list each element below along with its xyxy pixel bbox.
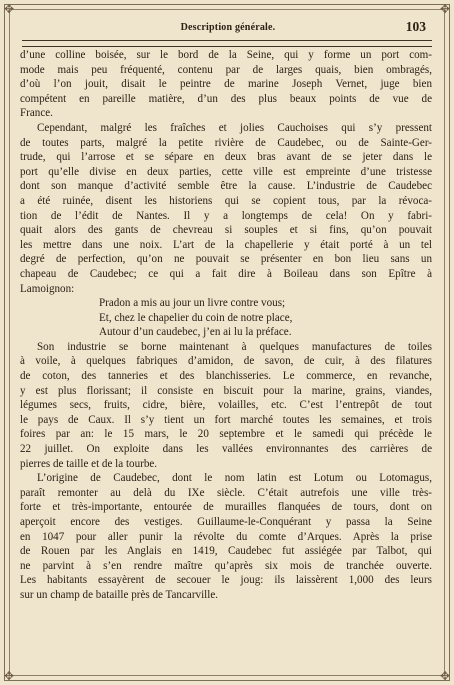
text-line: tion de l’édit de Nantes. Il y a longtemps de cela! On y fabri- bbox=[20, 209, 432, 222]
text-line: port qu’elle divise en deux parties, cette ville est empreinte d’une tristesse bbox=[20, 165, 432, 178]
text-line: Lamoignon: bbox=[20, 282, 75, 295]
text-line: en 1047 pour aller punir la révolte du comte d’Arques. Après la prise bbox=[20, 530, 432, 543]
text-line: le pays de Caux. Il s’y tient un fort marché toutes les semaines, et trois bbox=[20, 413, 432, 426]
text-line: degré de perfection, qu’on ne pouvait se présenter en bon lieu sans un bbox=[20, 253, 432, 266]
text-line: L’origine de Caudebec, dont le nom latin est Lotum ou Lotomagus, bbox=[37, 472, 432, 485]
text-line: a été ruinée, disent les historiens qui se copient tous, par la révoca- bbox=[20, 194, 432, 207]
page-number: 103 bbox=[405, 19, 426, 34]
text-line: de Rouen par les Anglais en 1419, Caudebec fut assiégée par Talbot, qui bbox=[20, 545, 432, 558]
text-line: d’où l’on jouit, disait le peintre de marine Joseph Vernet, juge bien bbox=[20, 78, 432, 91]
text-line: pierres de taille et de la tourbe. bbox=[20, 457, 158, 470]
verse-line: Autour d’un caudebec, j’en ai lu la préface. bbox=[99, 326, 292, 339]
corner-ornament-icon: ✥ bbox=[3, 669, 15, 683]
corner-ornament-icon: ✥ bbox=[3, 2, 15, 16]
corner-ornament-icon: ✥ bbox=[439, 2, 451, 16]
text-line: quait alors des gants de chevreau si souples et si fins, qu’on pouvait bbox=[20, 224, 432, 237]
text-line: de toutes parts, malgré la petite rivière de Caudebec, ou de Sainte-Ger- bbox=[20, 136, 432, 149]
text-line: trude, qui l’arrose et se sépare en deux bras avant de se jeter dans le bbox=[20, 151, 432, 164]
text-line: aperçoit encore des vestiges. Guillaume-le-Conquérant y passa la Seine bbox=[20, 516, 432, 528]
text-line: Les habitants essayèrent de secouer le joug: ils laissèrent 1,000 des leurs bbox=[20, 574, 432, 587]
body-text bbox=[20, 48, 432, 603]
corner-ornament-icon: ✥ bbox=[439, 669, 451, 683]
text-line: foires par an: le 15 mars, le 20 septembre et le samedi qui précède le bbox=[20, 428, 432, 441]
text-line: dont son manque d’activité semble être la cause. L’industrie de Caudebec bbox=[20, 180, 432, 193]
text-line: France. bbox=[20, 107, 53, 120]
text-line: paraît remonter au delà du IXe siècle. C’était autrefois une ville très- bbox=[20, 486, 432, 499]
text-line: Cependant, malgré les fraîches et jolies Cauchoises qui s’y pressent bbox=[37, 121, 432, 134]
text-line: sur un champ de bataille près de Tancarville. bbox=[20, 588, 219, 601]
text-line: 22 juillet. On exploite dans les vallées environnantes des carrières de bbox=[20, 443, 432, 456]
header-rule bbox=[22, 40, 432, 47]
text-line: forte et très-importante, entourée de murailles flanquées de tours, dont on bbox=[20, 501, 432, 514]
text-line: ne parvint à s’en rendre maître qu’après six mois de tranchée ouverte. bbox=[20, 559, 432, 572]
text-line: Son industrie se borne maintenant à quelques manufactures de toiles bbox=[37, 340, 432, 353]
verse-line: Et, chez le chapelier du coin de notre place, bbox=[99, 311, 293, 324]
page-header bbox=[28, 19, 428, 39]
text-line: compétent en pareille matière, d’un des plus beaux points de vue de bbox=[20, 92, 432, 105]
text-line: y est plus florissant; il consiste en biscuit pour la marine, grains, viandes, bbox=[20, 384, 432, 397]
text-line: chapeau de Caudebec; ce qui a fait dire à Boileau dans son Epître à bbox=[20, 267, 432, 280]
text-line: à voile, à quelques fabriques d’amidon, de savon, de cuir, à des filatures bbox=[20, 355, 432, 368]
text-line: mode mais peu fréquenté, contenu par de larges quais, bien ombragés, bbox=[20, 63, 432, 76]
text-line: de coton, des tanneries et des blanchisseries. Le commerce, en revanche, bbox=[20, 370, 432, 383]
text-line: légumes secs, fruits, cidre, bière, volailles, etc. C’est l’entrepôt de tout bbox=[20, 399, 432, 412]
verse-line: Pradon a mis au jour un livre contre vous; bbox=[99, 297, 286, 310]
text-line: les mettre dans une noix. L’art de la chapellerie y était porté à un tel bbox=[20, 238, 432, 251]
text-line: d’une colline boisée, sur le bord de la Seine, qui y forme un port com- bbox=[20, 49, 432, 61]
running-title: Description générale. bbox=[180, 22, 276, 33]
